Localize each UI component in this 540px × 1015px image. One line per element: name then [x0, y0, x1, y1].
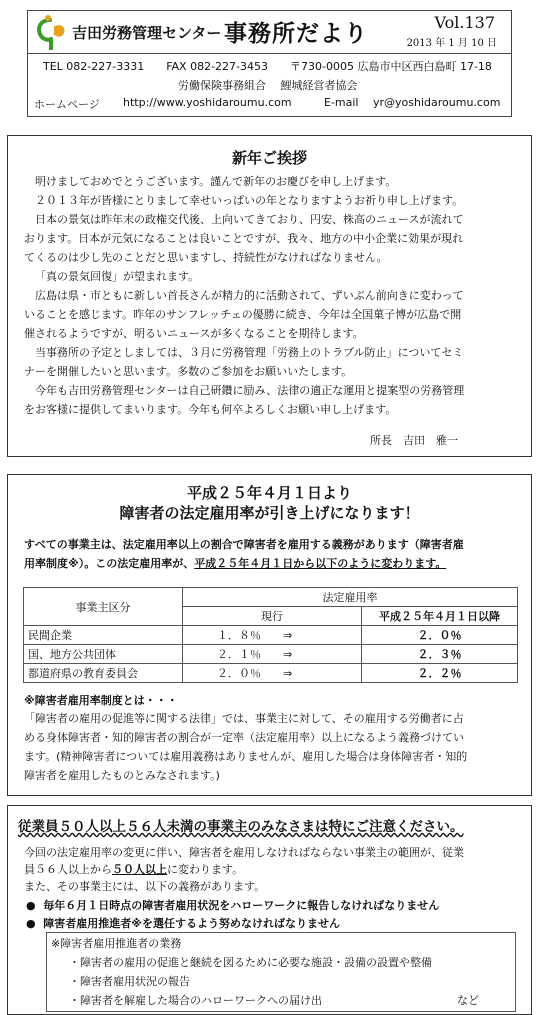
table-row	[24, 645, 518, 664]
greeting-title: 新年ご挨拶	[231, 149, 307, 167]
greeting-line: いることを感じます。昨年のサンフレッチェの優勝に続き、今年は全国菓子博が広島で開	[24, 308, 462, 321]
bullet-item: ● 障害者雇用推進者※を選任するよう努めなければなりません	[26, 917, 340, 930]
newsletter-header	[27, 10, 512, 117]
bullet-icon: ●	[26, 917, 36, 930]
greeting-line: 催されるようですが、明るいニュースが多くなることを期待します。	[24, 327, 364, 340]
duty-item: ・障害者雇用状況の報告	[69, 975, 190, 988]
intro-emphasis: 平成２５年４月１日から以下のように変わります。	[194, 557, 447, 570]
greeting-line: 今年も吉田労務管理センターは自己研鑽に励み、法律の適正な運用と提案型の労務管理	[35, 384, 465, 397]
notice-line: 員５６人以上から５０人以上に変わります。	[24, 863, 244, 876]
homepage-link[interactable]: http://www.yoshidaroumu.com	[123, 96, 292, 109]
greeting-line: ナーを開催したいと思います。多数のご参加をお願いいたします。	[24, 365, 353, 378]
duty-item: ・障害者を解雇した場合のハローワークへの届け出	[69, 994, 322, 1007]
system-line: ます。(精神障害者については雇用義務はありませんが、雇用した場合は身体障害者・知的	[24, 750, 468, 763]
issue-date: 2013 年 1 月 10 日	[406, 38, 497, 49]
bullet-icon: ●	[26, 899, 36, 912]
system-line: める身体障害者・知的障害者の割合が一定率（法定雇用率）以上になるよう義務づけてい	[24, 731, 464, 744]
greeting-line: 日本の景気は昨年末の政権交代後、上向いてきており、円安、株高のニュースが流れて	[35, 213, 464, 226]
table-row	[24, 626, 518, 645]
duty-item: ・障害者の雇用の促進と継続を図るために必要な施設・設備の設置や整備	[69, 956, 432, 969]
article-title-line1: 平成２５年４月１日より	[186, 484, 352, 502]
row-new: ２．３％	[362, 645, 518, 664]
greeting-section	[7, 135, 532, 457]
header-current: 現行	[183, 607, 362, 626]
email-link[interactable]: yr@yoshidaroumu.com	[373, 96, 501, 109]
employment-rate-section	[7, 474, 532, 796]
intro-text: 用率制度※）。この法定雇用率が、	[24, 557, 195, 570]
contact-line: TEL 082-227-3331 FAX 082-227-3453 〒730-0005 広島市中区西白島町 17-18	[43, 60, 492, 73]
system-line: 「障害者の雇用の促進等に関する法律」では、事業主に対して、その雇用する労働者に占	[24, 712, 464, 725]
greeting-line: をお客様に提供してまいります。今年も何卒よろしくお願い申し上げます。	[24, 403, 397, 416]
greeting-signature: 所長 吉田 雅一	[370, 434, 458, 447]
system-heading: ※障害者雇用率制度とは・・・	[24, 694, 178, 707]
notice-title: 従業員５０人以上５６人未満の事業主のみなさまは特にご注意ください。	[18, 819, 464, 835]
newsletter-title: 事務所だより	[224, 20, 368, 47]
arrow-icon: ⇒	[283, 648, 293, 661]
article-title-line2: 障害者の法定雇用率が引き上げになります！	[119, 504, 420, 522]
article-intro-line: すべての事業主は、法定雇用率以上の割合で障害者を雇用する義務があります（障害者雇	[24, 538, 464, 551]
email-label: E-mail	[324, 96, 359, 109]
notice-line: また、その事業主には、以下の義務があります。	[24, 880, 266, 893]
org-name: 吉田労務管理センター	[72, 24, 222, 42]
row-new: ２．２％	[362, 664, 518, 683]
row-category: 都道府県の教育委員会	[24, 664, 183, 683]
greeting-line: 広島は県・市ともに新しい首長さんが精力的に活動されて、ずいぶん前向きに変わって	[35, 289, 464, 302]
header-title-row	[28, 11, 511, 54]
greeting-line: 当事務所の予定としましては、３月に労務管理「労務上のトラブル防止」についてセミ	[35, 346, 464, 359]
notice-section	[7, 805, 532, 1015]
row-category: 民間企業	[24, 626, 183, 645]
header-rate: 法定雇用率	[183, 588, 518, 607]
greeting-line: てくるのは少し先のことだと思いますし、持続性がなければなりません。	[24, 251, 388, 264]
table-row	[24, 664, 518, 683]
system-body	[24, 709, 467, 785]
company-logo-icon	[34, 14, 68, 50]
row-current: １．８％ ⇒	[183, 626, 362, 645]
row-category: 国、地方公共団体	[24, 645, 183, 664]
greeting-line: 「真の景気回復」が望まれます。	[35, 270, 200, 283]
system-line: 障害者を雇用したものとみなされます。)	[24, 769, 220, 782]
duties-heading: ※障害者雇用推進者の業務	[51, 937, 182, 950]
homepage-label: ホームページ	[34, 98, 100, 111]
header-new: 平成２５年４月１日以降	[362, 607, 518, 626]
greeting-body	[24, 172, 464, 419]
notice-line: 今回の法定雇用率の変更に伴い、障害者を雇用しなければならない事業主の範囲が、従業	[24, 846, 464, 859]
promoter-duties-box	[46, 932, 516, 1012]
greeting-line: おります。日本が元気になることは良いことですが、我々、地方の中小企業に効果が現れ	[24, 232, 464, 245]
notice-emphasis: ５０人以上	[112, 863, 167, 876]
header-category: 事業主区分	[24, 588, 183, 626]
volume-number: Vol.137	[434, 13, 495, 32]
greeting-line: 明けましておめでとうございます。謹んで新年のお慶びを申し上げます。	[35, 175, 397, 188]
notice-body	[24, 844, 464, 895]
arrow-icon: ⇒	[283, 629, 293, 642]
rate-table	[23, 587, 518, 683]
greeting-line: ２０１３年が皆様にとりまして幸せいっぱいの年となりますようお祈り申し上げます。	[35, 194, 464, 207]
bullet-item: ● 毎年６月１日時点の障害者雇用状況をハローワークに報告しなければなりません	[26, 899, 440, 912]
row-current: ２．０％ ⇒	[183, 664, 362, 683]
row-current: ２．１％ ⇒	[183, 645, 362, 664]
arrow-icon: ⇒	[283, 667, 293, 680]
duty-etc: など	[457, 994, 479, 1007]
row-new: ２．０％	[362, 626, 518, 645]
article-intro-line	[24, 554, 446, 573]
associations: 労働保険事務組合 鯉城経営者協会	[178, 79, 358, 92]
